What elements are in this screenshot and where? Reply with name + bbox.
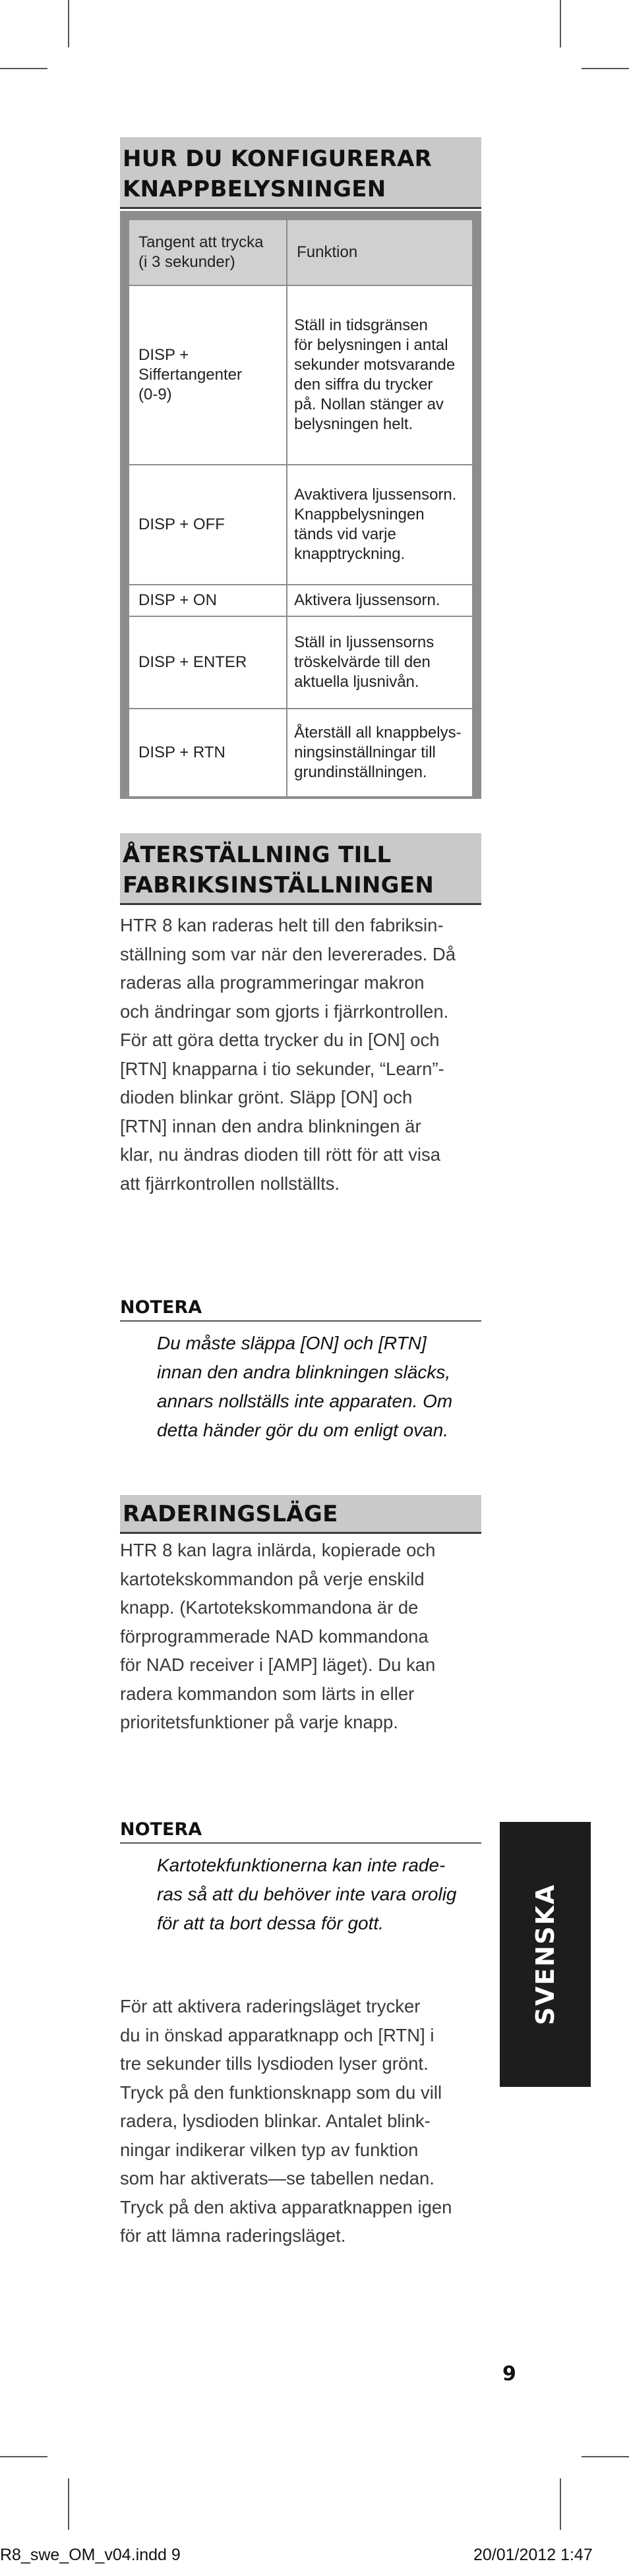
heading-line: HUR DU KONFIGURERAR xyxy=(123,146,433,172)
heading-line: KNAPPBELYSNINGEN xyxy=(123,176,386,202)
key-function-table xyxy=(128,219,473,798)
key-cell: DISP + ENTER xyxy=(129,616,287,709)
crop-mark xyxy=(560,2478,561,2530)
heading-line: FABRIKSINSTÄLLNINGEN xyxy=(123,872,434,898)
note-text: Kartotekfunktionerna kan inte rade- ras så att du behöver inte vara orolig för att ta bort dessa för gott. xyxy=(157,1855,457,1933)
key-cell: DISP + Siffertangenter (0-9) xyxy=(129,285,287,465)
language-label: SVENSKA xyxy=(531,1883,560,2026)
note-label: NOTERA xyxy=(120,1819,481,1844)
crop-mark xyxy=(68,2478,69,2530)
header-key: Tangent att trycka (i 3 sekunder) xyxy=(129,220,287,285)
key-cell: DISP + RTN xyxy=(129,709,287,797)
table-row xyxy=(129,465,473,585)
erase-mode-instructions: För att aktivera raderingsläget trycker du in önskad apparatknapp och [RTN] i tre sekunder tills lysdioden lyser grönt. Tryck på den funktionsknapp som du vill radera, lysdioden blinkar. Antalet blink- ningar indikerar vilken typ av funktion som har aktiverats—se tabellen nedan. Tryck på den aktiva apparatknappen igen för att lämna raderingsläget. xyxy=(120,1996,452,2246)
button-lighting-table xyxy=(120,211,481,799)
note-label: NOTERA xyxy=(120,1297,481,1322)
language-side-tab xyxy=(500,1822,591,2087)
section-heading-erase-mode xyxy=(120,1495,481,1534)
key-cell: DISP + ON xyxy=(129,585,287,616)
crop-mark xyxy=(0,68,47,69)
table-row xyxy=(129,585,473,616)
function-cell: Aktivera ljussensorn. xyxy=(287,585,473,616)
note-text: Du måste släppa [ON] och [RTN] innan den andra blinkningen släcks, annars nollställs inte apparaten. Om detta händer gör du om enligt ovan. xyxy=(157,1333,453,1440)
crop-mark xyxy=(582,68,629,69)
section-heading-factory-reset xyxy=(120,833,481,905)
header-function: Funktion xyxy=(287,220,473,285)
factory-reset-body: HTR 8 kan raderas helt till den fabriksin- ställning som var när den levererades. Då raderas alla programmeringar makron och ändringar som gjorts i fjärrkontrollen. För att göra detta trycker du in [ON] och [RTN] knapparna i tio sekunder, “Learn”- dioden blinkar grönt. Släpp [ON] och [RTN] innan den andra blinkningen är klar, nu ändras dioden till rött för att visa att fjärrkontrollen nollställts. xyxy=(120,915,456,1194)
erase-mode-body: HTR 8 kan lagra inlärda, kopierade och kartotekskommandon på verje enskild knapp. (Kartotekskommandona är de förprogrammerade NAD kommandona för NAD receiver i [AMP] läget). Du kan radera kommandon som lärts in eller prioritetsfunktioner på varje knapp. xyxy=(120,1540,436,1732)
crop-mark xyxy=(582,2456,629,2457)
footer-file-slug: R8_swe_OM_v04.indd 9 xyxy=(0,2546,181,2564)
crop-mark xyxy=(0,2456,47,2457)
table-row xyxy=(129,616,473,709)
heading-line: RADERINGSLÄGE xyxy=(123,1501,338,1527)
function-cell: Avaktivera ljussensorn. Knappbelysningen tänds vid varje knapptryckning. xyxy=(287,465,473,585)
function-cell: Återställ all knappbelys- ningsinställningar till grundinställningen. xyxy=(287,709,473,797)
function-cell: Ställ in tidsgränsen för belysningen i antal sekunder motsvarande den siffra du trycker på. Nollan stänger av belysningen helt. xyxy=(287,285,473,465)
section-heading-button-lighting xyxy=(120,137,481,209)
key-cell: DISP + OFF xyxy=(129,465,287,585)
table-row xyxy=(129,709,473,797)
table-header-row xyxy=(129,220,473,285)
crop-mark xyxy=(68,0,69,47)
function-cell: Ställ in ljussensorns tröskelvärde till den aktuella ljusnivån. xyxy=(287,616,473,709)
table-row xyxy=(129,285,473,465)
heading-line: ÅTERSTÄLLNING TILL xyxy=(123,842,392,868)
page-number: 9 xyxy=(502,2362,516,2386)
crop-mark xyxy=(560,0,561,47)
footer-date-slug: 20/01/2012 1:47 xyxy=(473,2546,593,2564)
